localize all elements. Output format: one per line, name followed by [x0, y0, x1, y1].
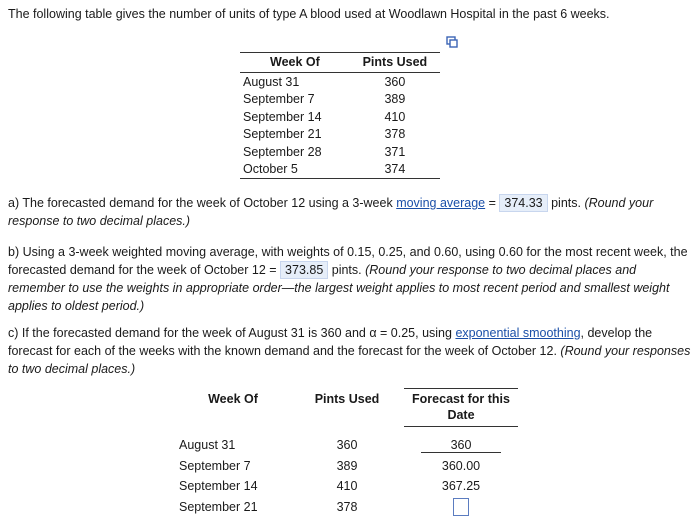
week-cell: September 14: [179, 479, 258, 494]
table-row: [240, 143, 440, 161]
part-c-text: c) If the forecasted demand for the week of August 31 is 360 and α = 0.25, using: [8, 326, 456, 340]
table-row: [240, 126, 440, 144]
part-b-text: b) Using a 3-week weighted moving average, with weights of 0.15, 0.25, and 0.60, using 0.60 for the most recent week, the forecasted demand for the week of October 12 =: [8, 245, 688, 277]
part-b-hint: (Round your response to two decimal places and remember to use the weights in appropriate order—the largest weight applies to most recent period and smallest weight applies to oldest period.): [8, 263, 670, 313]
moving-average-link[interactable]: moving average: [396, 196, 486, 210]
week-cell: September 21: [243, 127, 322, 142]
problem-intro: The following table gives the number of units of type A blood used at Woodlawn Hospital in the past 6 weeks.: [8, 7, 610, 21]
part-c-question: [8, 324, 693, 378]
forecast-cell: [404, 476, 518, 497]
pints-cell: 389: [336, 458, 358, 473]
column-header-forecast: Forecast for this Date: [404, 389, 518, 427]
week-cell: September 21: [179, 499, 258, 514]
week-cell: September 14: [243, 109, 322, 124]
column-header-week: Week Of: [240, 53, 350, 73]
part-c-hint: (Round your responses to two decimal places.): [8, 344, 691, 376]
part-a-question: [8, 194, 693, 230]
part-a-unit: pints.: [547, 196, 585, 210]
copy-table-icon[interactable]: [446, 36, 458, 48]
part-b-unit: pints.: [328, 263, 366, 277]
forecast-cell: [404, 456, 518, 477]
table-row: [176, 456, 518, 477]
pints-cell: 410: [336, 479, 358, 494]
week-cell: August 31: [179, 438, 236, 452]
table-row: [240, 161, 440, 179]
forecast-input[interactable]: [453, 498, 469, 516]
table-row: [240, 91, 440, 109]
forecast-value[interactable]: 360.00: [441, 458, 481, 473]
exponential-smoothing-link[interactable]: exponential smoothing: [455, 326, 581, 340]
column-header-pints: Pints Used: [350, 53, 440, 73]
part-a-answer[interactable]: 374.33: [499, 194, 547, 212]
part-c-text-2: , develop the forecast for each of the weeks with the known demand and the forecast for the week of October 12.: [8, 326, 653, 358]
week-cell: October 5: [240, 161, 350, 179]
part-a-text: a) The forecasted demand for the week of October 12 using a 3-week: [8, 196, 397, 210]
part-a-hint: (Round your response to two decimal places.): [8, 196, 654, 228]
pints-cell: 378: [336, 499, 358, 514]
table-row: [176, 497, 518, 518]
table-row: [176, 427, 518, 456]
pints-cell: 378: [384, 127, 406, 142]
week-cell: September 28: [243, 144, 322, 159]
week-cell: September 7: [243, 92, 315, 107]
table-row: [176, 476, 518, 497]
pints-cell: 374: [350, 161, 440, 179]
pints-cell: 371: [384, 144, 406, 159]
column-header-pints: Pints Used: [314, 391, 380, 406]
equals-sign: =: [485, 196, 500, 210]
part-b-question: [8, 243, 693, 315]
part-b-answer[interactable]: 373.85: [280, 261, 328, 279]
forecast-value: 360: [421, 438, 501, 453]
table-row: [240, 108, 440, 126]
pints-cell: 389: [384, 92, 406, 107]
forecast-cell: [404, 427, 518, 456]
week-cell: August 31: [243, 74, 300, 89]
forecast-table: [176, 388, 518, 517]
blood-usage-table: [240, 52, 440, 179]
pints-cell: 360: [336, 438, 358, 452]
table-row: [240, 73, 440, 91]
column-header-week: Week Of: [208, 391, 258, 406]
forecast-cell: [404, 497, 518, 518]
pints-cell: 410: [384, 109, 406, 124]
forecast-value[interactable]: 367.25: [441, 479, 481, 494]
pints-cell: 360: [384, 74, 406, 89]
week-cell: September 7: [179, 458, 251, 473]
